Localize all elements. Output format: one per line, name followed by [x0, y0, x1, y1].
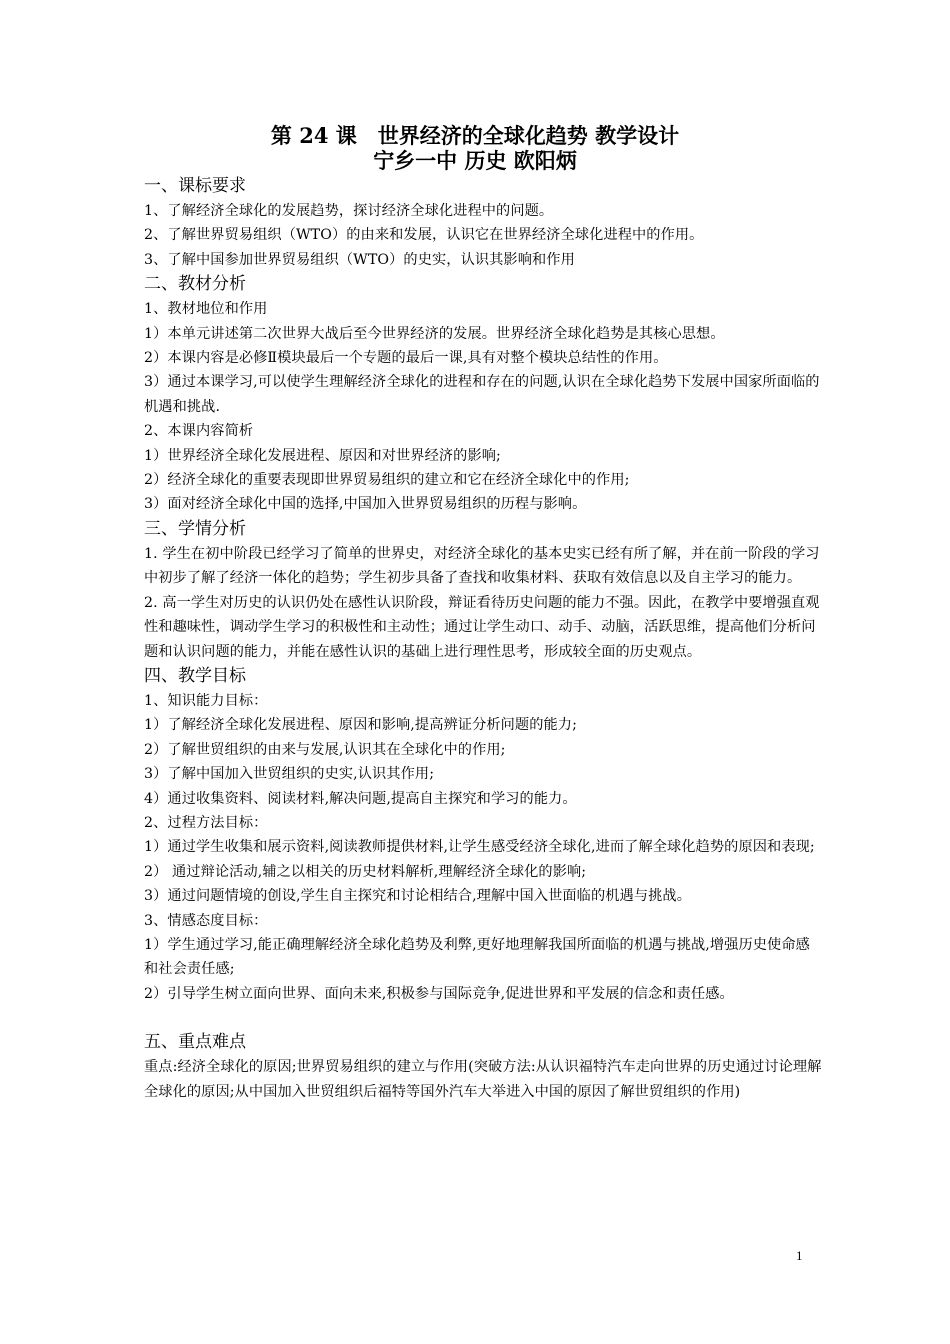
paragraph: 2、本课内容简析 [144, 423, 254, 440]
paragraph: 2）了解世贸组织的由来与发展,认识其在全球化中的作用; [144, 741, 506, 758]
paragraph: 4）通过收集资料、阅读材料,解决问题,提高自主探究和学习的能力。 [144, 790, 577, 807]
document-subtitle: 宁乡一中 历史 欧阳炳 [373, 148, 577, 173]
document-title: 第 24 课 世界经济的全球化趋势 教学设计 [270, 123, 680, 148]
paragraph: 1）学生通过学习,能正确理解经济全球化趋势及利弊,更好地理解我国所面临的机遇与挑战,增强历史使命感和社会责任感; [144, 936, 810, 978]
section-heading: 四、教学目标 [144, 665, 246, 686]
paragraph: 1、了解经济全球化的发展趋势，探讨经济全球化进程中的问题。 [144, 203, 554, 219]
section-heading: 一、课标要求 [144, 176, 246, 196]
paragraph: 3、了解中国参加世界贸易组织（WTO）的史实，认识其影响和作用 [144, 251, 575, 268]
paragraph: 1）本单元讲述第二次世界大战后至今世界经济的发展。世界经济全球化趋势是其核心思想。 [144, 325, 725, 342]
paragraph: 2）本课内容是必修Ⅱ模块最后一个专题的最后一课,具有对整个模块总结性的作用。 [144, 350, 668, 367]
paragraph: 3、情感态度目标： [144, 912, 268, 929]
paragraph: 3）通过问题情境的创设,学生自主探究和讨论相结合,理解中国入世面临的机遇与挑战。 [144, 888, 691, 905]
paragraph: 2） 通过辩论活动,辅之以相关的历史材料解析,理解经济全球化的影响; [144, 863, 587, 880]
paragraph: 2、过程方法目标： [144, 814, 268, 831]
paragraph: 1、知识能力目标： [144, 692, 268, 709]
paragraph: 2. 高一学生对历史的认识仍处在感性认识阶段，辩证看待历史问题的能力不强。因此，在教学中要增强直观性和趣味性，调动学生学习的积极性和主动性；通过让学生动口、动手、动脑，活跃思维，提高他们分析问题和认识问题的能力，并能在感性认识的基础上进行理性思考，形成较全面的历史观点。 [144, 594, 820, 660]
document-body [144, 174, 824, 1104]
paragraph: 1. 学生在初中阶段已经学习了简单的世界史，对经济全球化的基本史实已经有所了解，并在前一阶段的学习中初步了解了经济一体化的趋势；学生初步具备了查找和收集材料、获取有效信息以及自主学习的能力。 [144, 545, 820, 587]
paragraph: 1）通过学生收集和展示资料,阅读教师提供材料,让学生感受经济全球化,进而了解全球化趋势的原因和表现; [144, 839, 815, 856]
paragraph: 3）面对经济全球化中国的选择,中国加入世界贸易组织的历程与影响。 [144, 496, 587, 513]
paragraph: 2）引导学生树立面向世界、面向未来,积极参与国际竞争,促进世界和平发展的信念和责任感。 [144, 985, 734, 1002]
section-heading: 五、重点难点 [144, 1032, 246, 1053]
paragraph: 1）世界经济全球化发展进程、原因和对世界经济的影响; [144, 447, 501, 464]
paragraph: 3）通过本课学习,可以使学生理解经济全球化的进程和存在的问题,认识在全球化趋势下发展中国家所面临的机遇和挑战. [144, 374, 820, 415]
paragraph: 3）了解中国加入世贸组织的史实,认识其作用; [144, 766, 435, 783]
spacer [144, 1006, 824, 1030]
paragraph: 2、了解世界贸易组织（WTO）的由来和发展，认识它在世界经济全球化进程中的作用。 [144, 227, 704, 244]
section-heading: 三、学情分析 [144, 518, 246, 539]
paragraph: 2）经济全球化的重要表现即世界贸易组织的建立和它在经济全球化中的作用; [144, 472, 630, 489]
paragraph: 重点:经济全球化的原因;世界贸易组织的建立与作用(突破方法:从认识福特汽车走向世界的历史通过讨论理解全球化的原因;从中国加入世贸组织后福特等国外汽车大举进入中国的原因了解世贸组织的作用) [144, 1059, 822, 1100]
paragraph: 1、教材地位和作用 [144, 301, 268, 318]
paragraph: 1）了解经济全球化发展进程、原因和影响,提高辨证分析问题的能力; [144, 717, 577, 734]
page-number: 1 [796, 1248, 803, 1263]
section-heading: 二、教材分析 [144, 274, 246, 295]
